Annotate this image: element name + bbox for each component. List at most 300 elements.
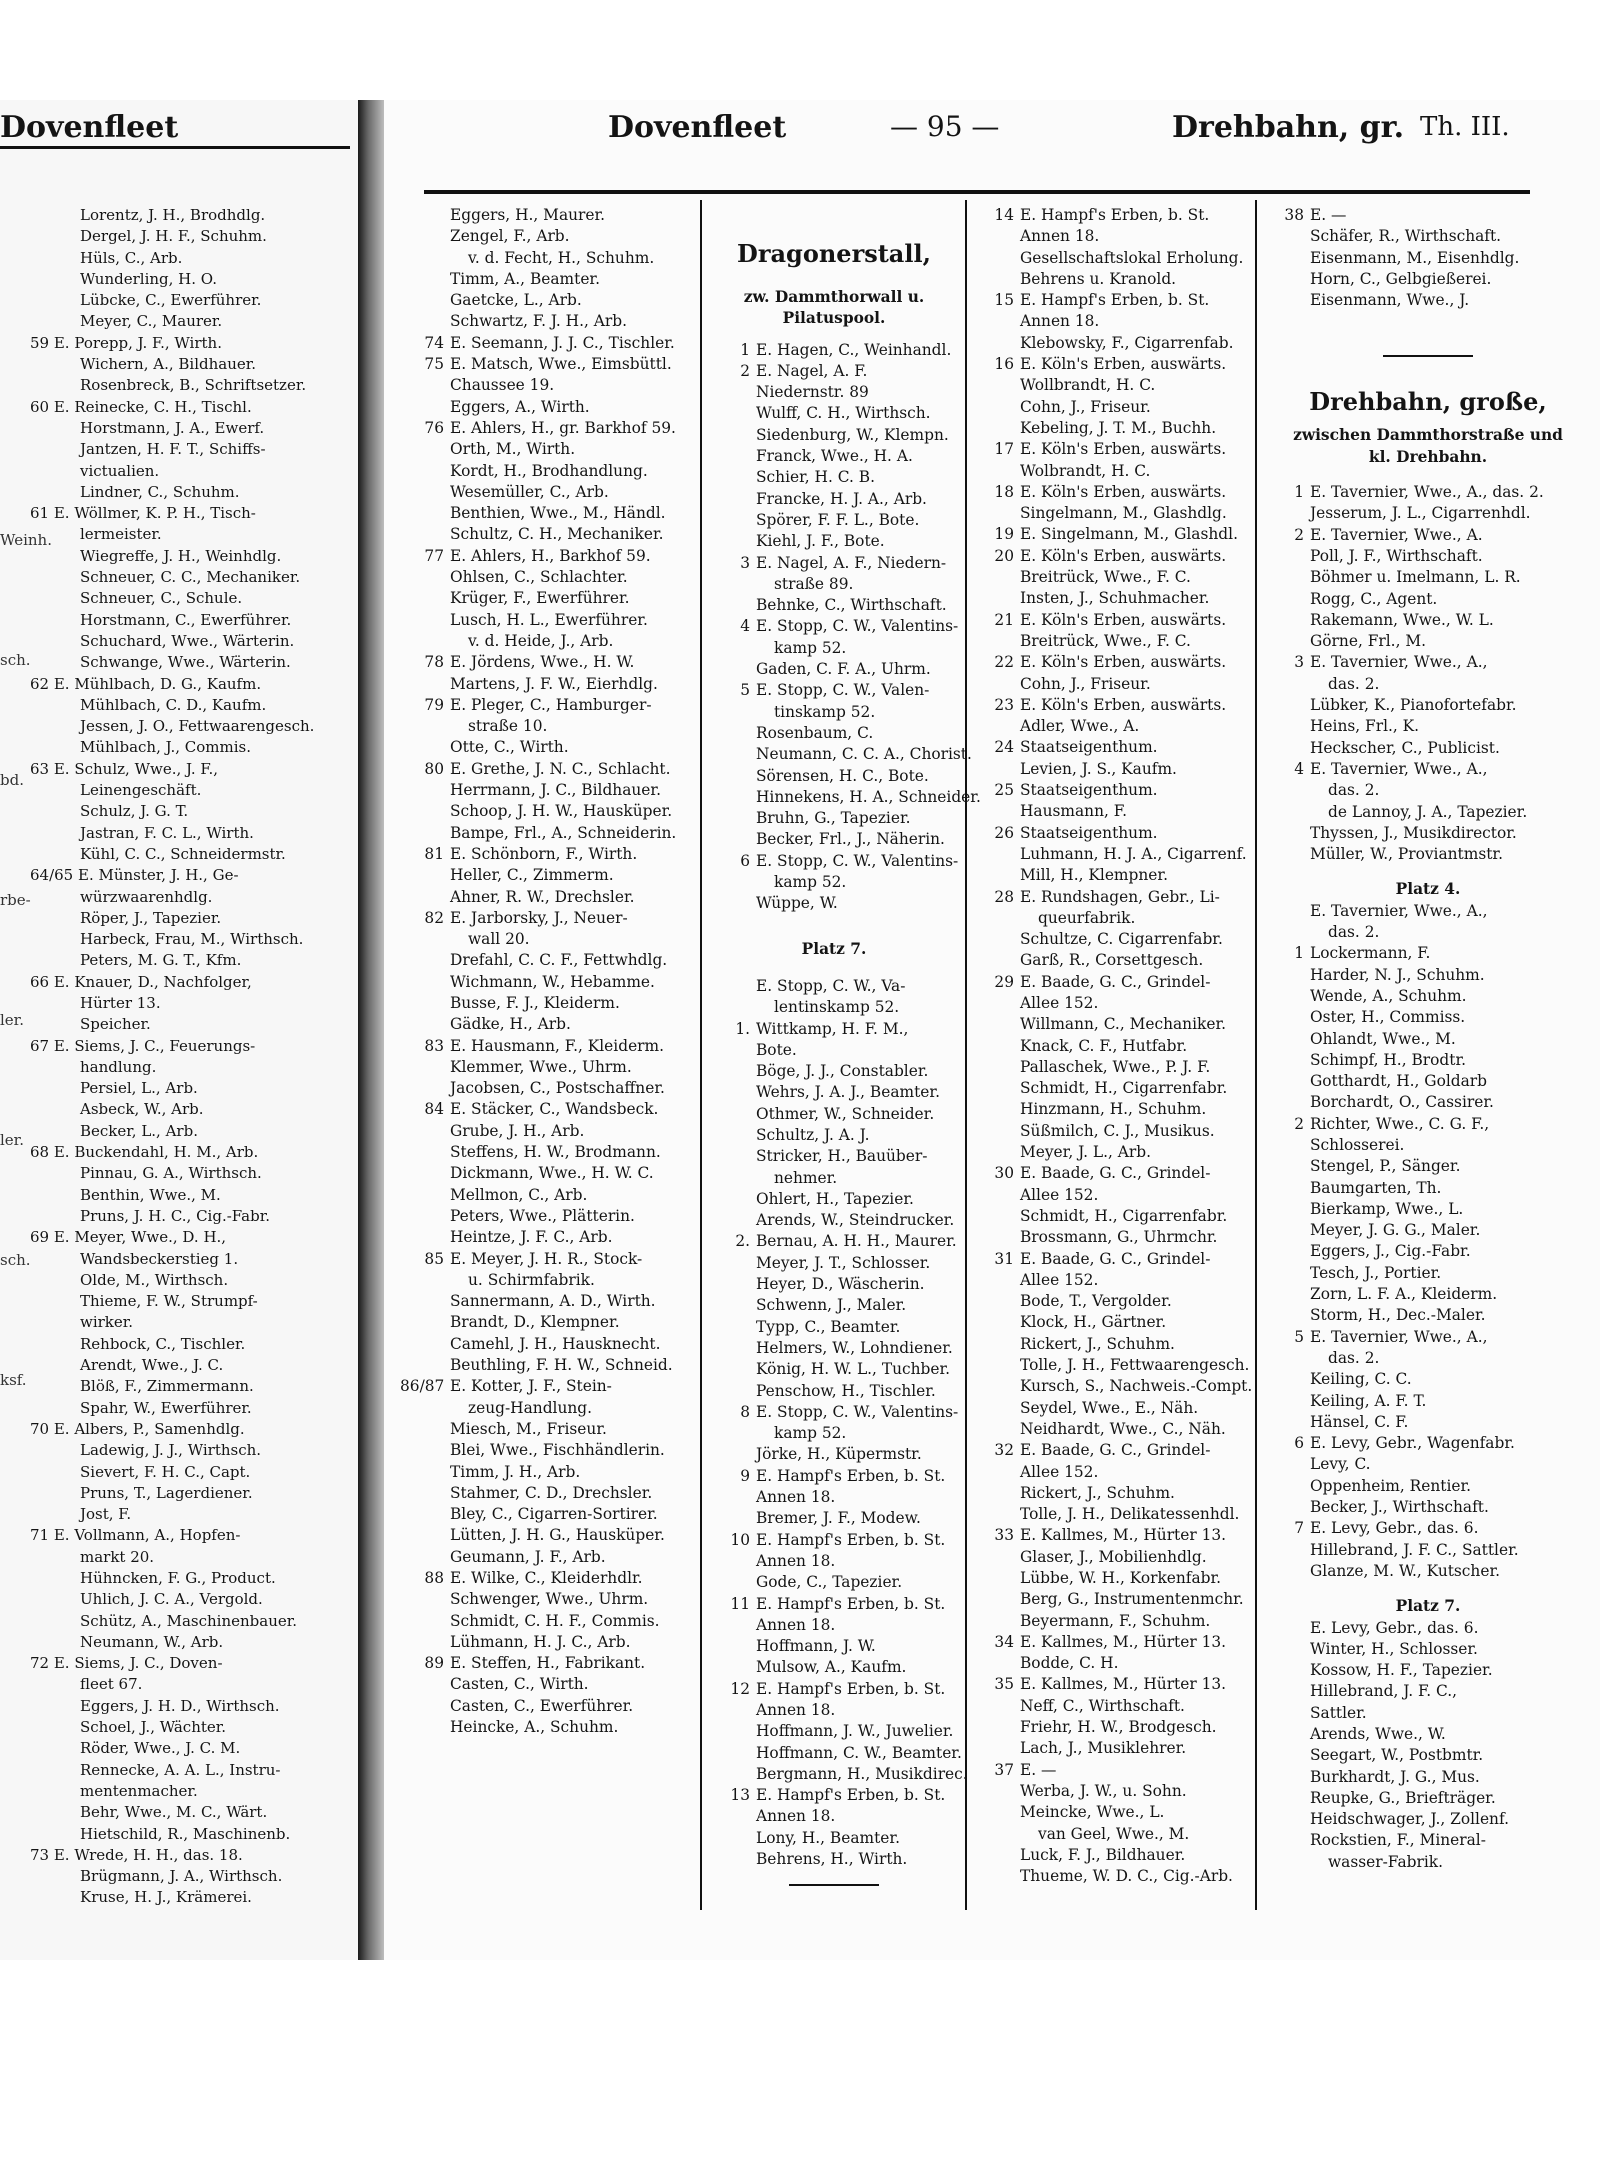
directory-entry — [706, 1423, 962, 1444]
directory-entry — [970, 290, 1252, 311]
house-number: 77 — [424, 546, 444, 565]
house-number: 76 — [424, 418, 444, 437]
margin-fragment: Weinh. — [0, 531, 52, 549]
directory-entry — [970, 1291, 1252, 1312]
directory-entry — [970, 1845, 1252, 1866]
left-page-entry: Wiegreffe, J. H., Weinhdlg. — [80, 546, 282, 565]
directory-entry — [1260, 248, 1596, 269]
resident-entry: das. 2. — [1328, 674, 1380, 693]
resident-entry: Cohn, J., Friseur. — [1020, 397, 1151, 416]
resident-entry: Winter, H., Schlosser. — [1310, 1639, 1478, 1658]
resident-entry: Beyermann, F., Schuhm. — [1020, 1611, 1211, 1630]
directory-entry — [1260, 1114, 1596, 1135]
directory-entry — [1260, 716, 1596, 737]
left-page-entry: Behr, Wwe., M. C., Wärt. — [80, 1803, 268, 1822]
resident-entry: Schmidt, H., Cigarrenfabr. — [1020, 1206, 1228, 1225]
resident-entry: kamp 52. — [774, 1424, 847, 1443]
directory-entry — [970, 546, 1252, 567]
directory-entry — [1260, 1454, 1596, 1475]
left-page-entry: Röper, J., Tapezier. — [80, 908, 222, 927]
resident-entry: Allee 152. — [1020, 993, 1099, 1012]
directory-entry — [400, 290, 696, 311]
house-number: 2 — [1294, 1114, 1304, 1133]
directory-entry — [400, 993, 696, 1014]
resident-entry: Casten, C., Ewerführer. — [450, 1696, 634, 1715]
left-page-entry: Kruse, H. J., Krämerei. — [80, 1888, 252, 1907]
directory-entry — [706, 1551, 962, 1572]
directory-entry — [706, 1530, 962, 1551]
resident-entry: E. Hampf's Erben, b. St. — [756, 1594, 946, 1613]
directory-entry — [400, 1398, 696, 1419]
resident-entry: Heidschwager, J., Zollenf. — [1310, 1810, 1510, 1829]
directory-entry — [400, 503, 696, 524]
resident-entry: Schmidt, H., Cigarrenfabr. — [1020, 1079, 1228, 1098]
directory-entry — [970, 1057, 1252, 1078]
left-page-entry: Olde, M., Wirthsch. — [80, 1270, 229, 1289]
directory-entry — [400, 1696, 696, 1717]
directory-entry — [400, 759, 696, 780]
directory-entry — [970, 205, 1252, 226]
resident-entry: E. — — [1020, 1760, 1057, 1779]
resident-entry: Rakemann, Wwe., W. L. — [1310, 610, 1494, 629]
directory-entry — [1260, 965, 1596, 986]
directory-entry — [970, 333, 1252, 354]
resident-entry: Mellmon, C., Arb. — [450, 1185, 588, 1204]
drehbahn-subheading-2: kl. Drehbahn. — [1368, 447, 1488, 466]
resident-entry: Schimpf, H., Brodtr. — [1310, 1050, 1467, 1069]
directory-entry — [1260, 546, 1596, 567]
section-end-rule — [789, 1884, 879, 1886]
directory-entry — [706, 340, 962, 361]
directory-entry — [400, 972, 696, 993]
resident-entry: Breitrück, Wwe., F. C. — [1020, 568, 1191, 587]
resident-entry: Borchardt, O., Cassirer. — [1310, 1093, 1494, 1112]
resident-entry: Pallaschek, Wwe., P. J. F. — [1020, 1057, 1211, 1076]
left-page-entry: Pruns, T., Lagerdiener. — [80, 1483, 253, 1502]
directory-entry — [706, 1849, 962, 1870]
resident-entry: E. Rundshagen, Gebr., Li- — [1020, 887, 1220, 906]
left-page-entry: Horstmann, C., Ewerführer. — [80, 610, 292, 629]
directory-entry — [970, 716, 1252, 737]
resident-entry: Böge, J. J., Constabler. — [756, 1062, 929, 1081]
directory-entry — [706, 382, 962, 403]
directory-entry — [400, 1057, 696, 1078]
directory-entry — [1260, 503, 1596, 524]
resident-entry: Süßmilch, C. J., Musikus. — [1020, 1121, 1215, 1140]
house-number: 4 — [740, 617, 750, 636]
directory-entry — [706, 1146, 962, 1167]
left-page-entry: 63 E. Schulz, Wwe., J. F., — [30, 759, 219, 778]
directory-entry — [970, 887, 1252, 908]
resident-entry: E. Kallmes, M., Hürter 13. — [1020, 1526, 1227, 1545]
resident-entry: Breitrück, Wwe., F. C. — [1020, 631, 1191, 650]
resident-entry: E. Ahlers, H., gr. Barkhof 59. — [450, 418, 676, 437]
resident-entry: Brandt, D., Klempner. — [450, 1313, 620, 1332]
resident-entry: Schäfer, R., Wirthschaft. — [1310, 227, 1502, 246]
directory-entry — [1260, 1263, 1596, 1284]
resident-entry: E. Baade, G. C., Grindel- — [1020, 972, 1211, 991]
directory-entry — [400, 801, 696, 822]
resident-entry: Gode, C., Tapezier. — [756, 1573, 903, 1592]
resident-entry: Wende, A., Schuhm. — [1310, 986, 1467, 1005]
directory-entry — [970, 311, 1252, 332]
house-number: 85 — [424, 1249, 444, 1268]
resident-entry: Benthien, Wwe., M., Händl. — [450, 504, 666, 523]
street-heading-dragonerstall: Dragonerstall, — [737, 239, 931, 268]
directory-entry — [1260, 1199, 1596, 1220]
resident-entry: Heincke, A., Schuhm. — [450, 1718, 619, 1737]
resident-entry: Gädke, H., Arb. — [450, 1015, 571, 1034]
resident-entry: Tolle, J. H., Fettwaarengesch. — [1020, 1356, 1250, 1375]
directory-entry — [970, 269, 1252, 290]
house-number: 11 — [730, 1594, 750, 1613]
directory-entry — [400, 1355, 696, 1376]
resident-entry: Ahner, R. W., Drechsler. — [450, 887, 635, 906]
house-number: 81 — [424, 844, 444, 863]
resident-entry: wasser-Fabrik. — [1328, 1852, 1443, 1871]
directory-entry — [400, 269, 696, 290]
directory-entry — [970, 780, 1252, 801]
resident-entry: E. Grethe, J. N. C., Schlacht. — [450, 759, 671, 778]
directory-entry — [970, 1717, 1252, 1738]
resident-entry: König, H. W. L., Tuchber. — [756, 1360, 951, 1379]
resident-entry: Ohlsen, C., Schlachter. — [450, 568, 628, 587]
directory-entry — [706, 1828, 962, 1849]
directory-entry — [706, 1806, 962, 1827]
left-page-entry: Sievert, F. H. C., Capt. — [80, 1462, 251, 1481]
directory-entry — [706, 1785, 962, 1806]
resident-entry: Bote. — [756, 1040, 797, 1059]
directory-entry — [400, 929, 696, 950]
resident-entry: Francke, H. J. A., Arb. — [756, 489, 927, 508]
resident-entry: Wüppe, W. — [756, 894, 838, 913]
resident-entry: Insten, J., Schuhmacher. — [1020, 589, 1210, 608]
directory-entry — [706, 467, 962, 488]
resident-entry: Meyer, J. L., Arb. — [1020, 1143, 1151, 1162]
directory-entry — [1260, 652, 1596, 673]
resident-entry: Stengel, P., Sänger. — [1310, 1157, 1461, 1176]
left-page-entry: 60 E. Reinecke, C. H., Tischl. — [30, 397, 252, 416]
resident-entry: Lübker, K., Pianofortefabr. — [1310, 696, 1517, 715]
resident-entry: E. Seemann, J. J. C., Tischler. — [450, 333, 675, 352]
directory-entry — [970, 1163, 1252, 1184]
resident-entry: Rickert, J., Schuhm. — [1020, 1334, 1175, 1353]
directory-entry — [400, 908, 696, 929]
directory-entry — [400, 1589, 696, 1610]
directory-entry — [970, 397, 1252, 418]
house-number: 6 — [740, 851, 750, 870]
resident-entry: E. Schönborn, F., Wirth. — [450, 844, 638, 863]
resident-entry: Gaetcke, L., Arb. — [450, 291, 582, 310]
directory-entry — [400, 1291, 696, 1312]
page-number: — 95 — — [890, 110, 1000, 143]
resident-entry: Gotthardt, H., Goldarb — [1310, 1072, 1488, 1091]
header-title-right: Drehbahn, gr. — [1172, 110, 1405, 145]
left-page-entry: Hühncken, F. G., Product. — [80, 1569, 276, 1587]
resident-entry: Bode, T., Vergolder. — [1020, 1292, 1172, 1311]
resident-entry: Horn, C., Gelbgießerei. — [1310, 269, 1492, 288]
resident-entry: Penschow, H., Tischler. — [756, 1381, 936, 1400]
directory-entry — [1260, 1618, 1596, 1639]
directory-entry — [970, 1419, 1252, 1440]
directory-entry — [400, 397, 696, 418]
house-number: 79 — [424, 695, 444, 714]
resident-entry: Kordt, H., Brodhandlung. — [450, 461, 648, 480]
resident-entry: Timm, A., Beamter. — [450, 269, 600, 288]
left-page-entry: Schwange, Wwe., Wärterin. — [80, 653, 291, 672]
resident-entry: Klebowsky, F., Cigarrenfab. — [1020, 333, 1234, 352]
resident-entry: Annen 18. — [1020, 227, 1100, 246]
house-number: 2. — [735, 1232, 750, 1251]
resident-entry: Grube, J. H., Arb. — [450, 1121, 585, 1140]
resident-entry: Lony, H., Beamter. — [756, 1828, 900, 1847]
resident-entry: Bremer, J. F., Modew. — [756, 1509, 921, 1528]
resident-entry: E. Hampf's Erben, b. St. — [756, 1679, 946, 1698]
resident-entry: Keiling, C. C. — [1310, 1370, 1412, 1389]
resident-entry: Bampe, Frl., A., Schneiderin. — [450, 823, 677, 842]
directory-entry — [706, 1743, 962, 1764]
directory-entry — [400, 1121, 696, 1142]
directory-entry — [400, 1419, 696, 1440]
resident-entry: Beuthling, F. H. W., Schneid. — [450, 1356, 673, 1375]
plat-7-heading: Platz 7. — [801, 939, 867, 958]
directory-entry — [706, 1594, 962, 1615]
resident-entry: Geumann, J. F., Arb. — [450, 1547, 606, 1566]
resident-entry: E. Hagen, C., Weinhandl. — [756, 340, 952, 359]
directory-entry — [400, 865, 696, 886]
resident-entry: Siedenburg, W., Klempn. — [756, 425, 949, 444]
directory-entry — [1260, 674, 1596, 695]
resident-entry: Hoffmann, J. W., Juwelier. — [756, 1722, 954, 1741]
directory-entry — [706, 531, 962, 552]
directory-entry — [400, 652, 696, 673]
resident-entry: Schwartz, F. J. H., Arb. — [450, 312, 627, 331]
house-number: 20 — [994, 546, 1014, 565]
resident-entry: Oster, H., Commiss. — [1310, 1008, 1466, 1027]
resident-entry: E. Tavernier, Wwe., A., — [1310, 759, 1488, 778]
resident-entry: Schmidt, C. H. F., Commis. — [450, 1611, 660, 1630]
resident-entry: Wittkamp, H. F. M., — [756, 1019, 909, 1038]
resident-entry: Reupke, G., Briefträger. — [1310, 1788, 1496, 1807]
resident-entry: Lusch, H. L., Ewerführer. — [450, 610, 648, 629]
resident-entry: E. Stopp, C. W., Valentins- — [756, 617, 959, 636]
directory-entry — [706, 1487, 962, 1508]
house-number: 2 — [740, 361, 750, 380]
directory-entry — [1260, 738, 1596, 759]
resident-entry: Knack, C. F., Hutfabr. — [1020, 1036, 1188, 1055]
directory-entry — [1260, 269, 1596, 290]
directory-entry — [400, 311, 696, 332]
left-page-entry: 59 E. Porepp, J. F., Wirth. — [30, 333, 222, 352]
left-page-entry: Schneuer, C., Schule. — [80, 589, 243, 608]
resident-entry: E. Köln's Erben, auswärts. — [1020, 440, 1227, 459]
resident-entry: Lockermann, F. — [1310, 944, 1431, 963]
directory-entry — [400, 1568, 696, 1589]
directory-entry — [970, 1611, 1252, 1632]
directory-entry — [400, 1227, 696, 1248]
resident-entry: Thueme, W. D. C., Cig.-Arb. — [1020, 1867, 1233, 1886]
house-number: 29 — [994, 972, 1014, 991]
resident-entry: Adler, Wwe., A. — [1020, 717, 1140, 736]
resident-entry: Sörensen, H. C., Bote. — [756, 766, 929, 785]
house-number: 22 — [994, 653, 1014, 672]
house-number: 2 — [1294, 525, 1304, 544]
resident-entry: Franck, Wwe., H. A. — [756, 447, 913, 466]
left-page-entry: Jantzen, H. F. T., Schiffs- — [80, 440, 266, 459]
resident-entry: Martens, J. F. W., Eierhdlg. — [450, 674, 658, 693]
house-number: 83 — [424, 1036, 444, 1055]
directory-entry — [1260, 986, 1596, 1007]
directory-entry — [1260, 1830, 1596, 1851]
directory-entry — [400, 610, 696, 631]
house-number: 84 — [424, 1100, 444, 1119]
resident-entry: Hoffmann, J. W. — [756, 1637, 876, 1656]
resident-entry: Levien, J. S., Kaufm. — [1020, 759, 1177, 778]
directory-entry — [970, 1525, 1252, 1546]
directory-entry — [970, 567, 1252, 588]
directory-entry — [400, 1036, 696, 1057]
section-divider-rule — [1383, 355, 1473, 357]
directory-entry — [1260, 525, 1596, 546]
directory-entry — [706, 1168, 962, 1189]
resident-entry: Hillebrand, J. F. C., — [1310, 1682, 1458, 1701]
house-number: 6 — [1294, 1434, 1304, 1453]
resident-entry: Glaser, J., Mobilienhdlg. — [1020, 1547, 1207, 1566]
plat-4-heading: Platz 4. — [1395, 880, 1461, 899]
left-page-entry: Brügmann, J. A., Wirthsch. — [80, 1867, 283, 1886]
directory-entry — [400, 1547, 696, 1568]
left-page-entry: Rennecke, A. A. L., Instru- — [80, 1760, 281, 1779]
left-page-entry: 61 E. Wöllmer, K. P. H., Tisch- — [30, 504, 256, 523]
directory-entry — [970, 1334, 1252, 1355]
house-number: 3 — [740, 553, 750, 572]
directory-entry — [400, 567, 696, 588]
resident-entry: E. Tavernier, Wwe., A. — [1310, 525, 1483, 544]
left-page-entry: Speicher. — [80, 1015, 151, 1034]
margin-fragment: sch. — [0, 651, 31, 669]
directory-entry — [970, 1674, 1252, 1695]
resident-entry: Wollbrandt, H. C. — [1020, 376, 1156, 395]
resident-entry: Stahmer, C. D., Drechsler. — [450, 1483, 653, 1502]
resident-entry: E. Jördens, Wwe., H. W. — [450, 653, 635, 672]
resident-entry: Klock, H., Gärtner. — [1020, 1313, 1167, 1332]
directory-entry — [706, 1657, 962, 1678]
directory-entry — [970, 1249, 1252, 1270]
house-number: 12 — [730, 1679, 750, 1698]
resident-entry: E. Tavernier, Wwe., A., — [1310, 901, 1488, 920]
resident-entry: E. Köln's Erben, auswärts. — [1020, 546, 1227, 565]
directory-entry — [706, 1466, 962, 1487]
directory-entry — [400, 1653, 696, 1674]
left-page-entry: handlung. — [80, 1057, 157, 1076]
directory-entry — [1260, 1156, 1596, 1177]
directory-entry — [400, 1717, 696, 1738]
house-number: 4 — [1294, 759, 1304, 778]
directory-entry — [706, 1104, 962, 1125]
directory-entry — [970, 226, 1252, 247]
directory-entry — [706, 1721, 962, 1742]
directory-entry — [970, 439, 1252, 460]
resident-entry: E. Stopp, C. W., Valen- — [756, 681, 930, 700]
left-page-entry: Kühl, C. C., Schneidermstr. — [80, 844, 286, 863]
street-subheading-1: zw. Dammthorwall u. — [743, 288, 925, 306]
resident-entry: Camehl, J. H., Hausknecht. — [450, 1334, 661, 1353]
directory-entry — [706, 446, 962, 467]
directory-entry — [400, 524, 696, 545]
resident-entry: Zorn, L. F. A., Kleiderm. — [1310, 1285, 1498, 1304]
directory-entry — [706, 1402, 962, 1423]
directory-entry — [1260, 1660, 1596, 1681]
directory-entry — [706, 553, 962, 574]
left-page-entry: Schütz, A., Maschinenbauer. — [80, 1611, 298, 1630]
resident-entry: E. Hampf's Erben, b. St. — [756, 1466, 946, 1485]
left-page-entry: Horstmann, J. A., Ewerf. — [80, 418, 265, 437]
resident-entry: Sannermann, A. D., Wirth. — [450, 1292, 656, 1311]
directory-entry — [706, 659, 962, 680]
directory-entry — [706, 489, 962, 510]
resident-entry: van Geel, Wwe., M. — [1038, 1824, 1190, 1843]
resident-entry: Poll, J. F., Wirthschaft. — [1310, 546, 1483, 565]
resident-entry: Heins, Frl., K. — [1310, 717, 1420, 736]
left-page-entry: 70 E. Albers, P., Samenhdlg. — [30, 1419, 245, 1438]
directory-entry — [970, 1121, 1252, 1142]
directory-entry — [706, 851, 962, 872]
resident-entry: Jesserum, J. L., Cigarrenhdl. — [1310, 504, 1531, 523]
resident-entry: Willmann, C., Mechaniker. — [1020, 1015, 1226, 1034]
resident-entry: E. Singelmann, M., Glashdl. — [1020, 525, 1238, 544]
resident-entry: Steffens, H. W., Brodmann. — [450, 1143, 661, 1162]
left-page-entry: Schulz, J. G. T. — [80, 802, 189, 821]
directory-entry — [970, 695, 1252, 716]
house-number: 16 — [994, 355, 1014, 374]
resident-entry: Kebeling, J. T. M., Buchh. — [1020, 418, 1217, 437]
directory-entry — [970, 759, 1252, 780]
directory-entry — [400, 354, 696, 375]
left-page-entry: Meyer, C., Maurer. — [80, 312, 223, 331]
directory-entry — [970, 950, 1252, 971]
resident-entry: Ohlandt, Wwe., M. — [1310, 1029, 1456, 1048]
directory-entry — [1260, 567, 1596, 588]
resident-entry: Hoffmann, C. W., Beamter. — [756, 1743, 962, 1762]
directory-entry — [706, 595, 962, 616]
resident-entry: Tesch, J., Portier. — [1310, 1263, 1442, 1282]
house-number: 23 — [994, 695, 1014, 714]
directory-entry — [706, 403, 962, 424]
directory-entry — [970, 248, 1252, 269]
left-page-entry: 72 E. Siems, J. C., Doven- — [30, 1654, 223, 1673]
directory-entry — [970, 1014, 1252, 1035]
directory-entry — [970, 652, 1252, 673]
left-page-entry: Neumann, W., Arb. — [80, 1632, 224, 1651]
left-page-entry: 66 E. Knauer, D., Nachfolger, — [30, 972, 252, 991]
directory-entry — [970, 524, 1252, 545]
directory-entry — [970, 1824, 1252, 1845]
directory-entry — [1260, 1092, 1596, 1113]
directory-entry — [970, 1781, 1252, 1802]
directory-entry — [970, 1398, 1252, 1419]
directory-entry — [970, 929, 1252, 950]
resident-entry: Oppenheim, Rentier. — [1310, 1476, 1472, 1495]
directory-entry — [970, 1099, 1252, 1120]
resident-entry: Storm, H., Dec.-Maler. — [1310, 1306, 1486, 1325]
resident-entry: Casten, C., Wirth. — [450, 1675, 589, 1694]
directory-entry — [706, 1040, 962, 1061]
resident-entry: Schlosserei. — [1310, 1135, 1405, 1154]
directory-entry — [706, 1274, 962, 1295]
directory-entry — [400, 1525, 696, 1546]
resident-entry: Müller, W., Proviantmstr. — [1310, 845, 1503, 864]
resident-entry: queurfabrik. — [1038, 908, 1136, 927]
